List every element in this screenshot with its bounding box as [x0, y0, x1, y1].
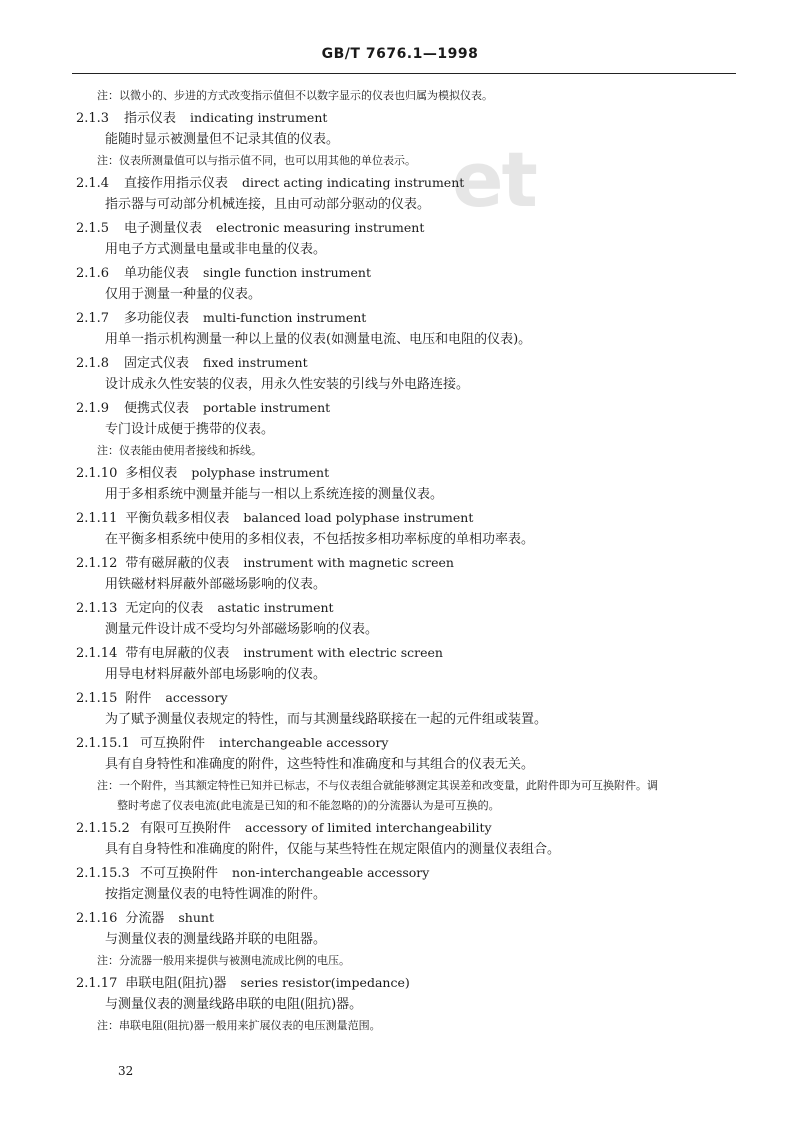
term-name-zh: 便携式仪表: [124, 401, 190, 416]
term-name-en: fixed instrument: [203, 355, 308, 370]
term-name-zh: 分流器: [125, 911, 165, 926]
note-text: 注：串联电阻(阻抗)器一般用来扩展仪表的电压测量范围。: [97, 1019, 381, 1032]
term-name-en: interchangeable accessory: [219, 735, 389, 750]
term-definition: 专门设计成便于携带的仪表。: [105, 422, 275, 437]
term-number: 2.1.13: [76, 601, 118, 616]
term-heading: [76, 171, 800, 194]
term-name-zh: 单功能仪表: [124, 266, 190, 281]
term-name-zh: 指示仪表: [124, 111, 177, 126]
term-number: 2.1.10: [76, 466, 118, 481]
term-name-en: multi-function instrument: [203, 310, 367, 325]
term-heading: [76, 731, 800, 754]
term-number: 2.1.15.2: [76, 821, 130, 836]
term-name-en: instrument with magnetic screen: [243, 555, 454, 570]
term-heading: [76, 816, 800, 839]
term-name-zh: 可互换附件: [140, 736, 206, 751]
term-definition: 在平衡多相系统中使用的多相仪表，不包括按多相功率标度的单相功率表。: [105, 532, 535, 547]
note-text: 注：一个附件，当其额定特性已知并已标志，不与仪表组合就能够测定其误差和改变量，此附件即为可互换附件。调: [97, 779, 658, 792]
term-number: 2.1.9: [76, 401, 110, 416]
term-heading: [76, 396, 800, 419]
term-number: 2.1.17: [76, 976, 118, 991]
note-text: 注：仪表所测量值可以与指示值不同，也可以用其他的单位表示。: [97, 154, 416, 167]
term-heading: [76, 551, 800, 574]
term-heading: [76, 216, 800, 239]
note-text: 整时考虑了仪表电流(此电流是已知的和不能忽略的)的分流器认为是可互换的。: [117, 799, 500, 812]
term-name-en: polyphase instrument: [191, 465, 330, 480]
term-number: 2.1.6: [76, 266, 110, 281]
term-definition: 用导电材料屏蔽外部电场影响的仪表。: [105, 667, 327, 682]
term-heading: [76, 351, 800, 374]
term-definition: 具有自身特性和准确度的附件，仅能与某些特性在规定限值内的测量仪表组合。: [105, 842, 561, 857]
note-text: 注：以微小的、步进的方式改变指示值但不以数字显示的仪表也归属为模拟仪表。: [97, 89, 493, 102]
note-text: 注：仪表能由使用者接线和拆线。: [97, 444, 262, 457]
note-text: 注：分流器一般用来提供与被测电流成比例的电压。: [97, 954, 350, 967]
term-number: 2.1.14: [76, 646, 118, 661]
term-definition: 用电子方式测量电量或非电量的仪表。: [105, 242, 327, 257]
term-heading: [76, 506, 800, 529]
term-heading: [76, 971, 800, 994]
term-name-zh: 附件: [125, 691, 152, 706]
term-definition: 用单一指示机构测量一种以上量的仪表(如测量电流、电压和电阻的仪表)。: [105, 332, 532, 347]
term-name-en: series resistor(impedance): [240, 975, 410, 990]
term-name-en: astatic instrument: [217, 600, 334, 615]
term-number: 2.1.3: [76, 111, 110, 126]
term-name-en: balanced load polyphase instrument: [243, 510, 474, 525]
term-name-zh: 固定式仪表: [124, 356, 190, 371]
document-body: [0, 86, 800, 1036]
term-heading: [76, 906, 800, 929]
term-heading: [76, 106, 800, 129]
term-heading: [76, 306, 800, 329]
term-name-zh: 带有磁屏蔽的仪表: [125, 556, 230, 571]
term-name-en: non-interchangeable accessory: [232, 865, 430, 880]
term-definition: 设计成永久性安装的仪表，用永久性安装的引线与外电路连接。: [105, 377, 470, 392]
term-definition: 与测量仪表的测量线路串联的电阻(阻抗)器。: [105, 997, 363, 1012]
term-name-en: direct acting indicating instrument: [242, 175, 465, 190]
term-number: 2.1.11: [76, 511, 118, 526]
term-name-zh: 直接作用指示仪表: [124, 176, 229, 191]
term-name-en: shunt: [178, 910, 214, 925]
term-definition: 用于多相系统中测量并能与一相以上系统连接的测量仪表。: [105, 487, 444, 502]
term-heading: [76, 861, 800, 884]
term-name-en: instrument with electric screen: [243, 645, 443, 660]
header-rule: [72, 73, 736, 74]
term-name-en: electronic measuring instrument: [216, 220, 425, 235]
term-name-zh: 有限可互换附件: [140, 821, 232, 836]
term-definition: 仅用于测量一种量的仪表。: [105, 287, 262, 302]
term-name-en: accessory of limited interchangeability: [245, 820, 492, 835]
term-number: 2.1.15: [76, 691, 118, 706]
term-number: 2.1.7: [76, 311, 110, 326]
term-heading: [76, 686, 800, 709]
term-number: 2.1.15.3: [76, 866, 130, 881]
term-number: 2.1.4: [76, 176, 110, 191]
standard-number-header: GB/T 7676.1—1998: [321, 46, 479, 62]
term-name-zh: 电子测量仪表: [124, 221, 203, 236]
term-definition: 与测量仪表的测量线路并联的电阻器。: [105, 932, 327, 947]
term-heading: [76, 461, 800, 484]
term-name-zh: 多功能仪表: [124, 311, 190, 326]
term-name-en: portable instrument: [203, 400, 331, 415]
term-name-en: indicating instrument: [190, 110, 328, 125]
term-definition: 按指定测量仪表的电特性调准的附件。: [105, 887, 327, 902]
term-name-zh: 多相仪表: [125, 466, 178, 481]
term-definition: 能随时显示被测量但不记录其值的仪表。: [105, 132, 340, 147]
term-number: 2.1.15.1: [76, 736, 130, 751]
term-name-zh: 平衡负载多相仪表: [125, 511, 230, 526]
term-heading: [76, 641, 800, 664]
term-name-en: single function instrument: [203, 265, 371, 280]
term-name-zh: 不可互换附件: [140, 866, 219, 881]
term-definition: 具有自身特性和准确度的附件，这些特性和准确度和与其组合的仪表无关。: [105, 757, 535, 772]
term-heading: [76, 261, 800, 284]
watermark: et: [452, 135, 536, 224]
term-number: 2.1.5: [76, 221, 110, 236]
term-name-en: accessory: [165, 690, 228, 705]
term-definition: 为了赋予测量仪表规定的特性，而与其测量线路联接在一起的元件组或装置。: [105, 712, 548, 727]
term-number: 2.1.8: [76, 356, 110, 371]
term-definition: 指示器与可动部分机械连接，且由可动部分驱动的仪表。: [105, 197, 431, 212]
term-heading: [76, 596, 800, 619]
term-number: 2.1.16: [76, 911, 118, 926]
term-definition: 用铁磁材料屏蔽外部磁场影响的仪表。: [105, 577, 327, 592]
term-definition: 测量元件设计成不受均匀外部磁场影响的仪表。: [105, 622, 379, 637]
term-name-zh: 串联电阻(阻抗)器: [125, 976, 227, 991]
term-number: 2.1.12: [76, 556, 118, 571]
term-name-zh: 带有电屏蔽的仪表: [125, 646, 230, 661]
term-name-zh: 无定向的仪表: [125, 601, 204, 616]
page-number: 32: [118, 1064, 134, 1078]
